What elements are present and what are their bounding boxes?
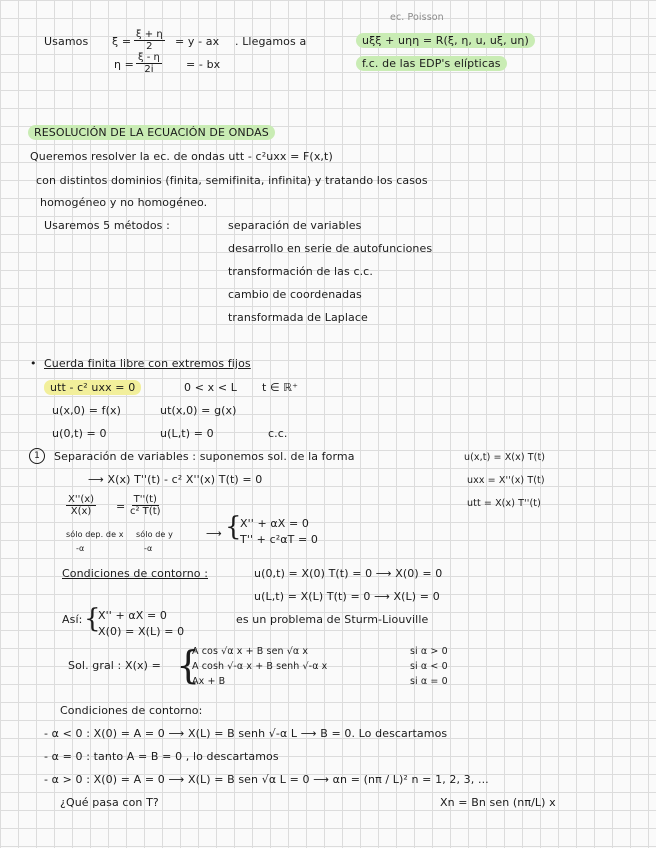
boundary-conditions-label-2: Condiciones de contorno: [60,704,203,717]
eta-fraction [136,52,162,75]
eta-label: η = [114,58,134,71]
left-denominator: X(x) [70,506,92,517]
general-solution-label: Sol. gral : X(x) = [68,659,161,672]
equals-sign: = [116,500,126,513]
slp-equation: X'' + αX = 0 [98,609,167,622]
canonical-equation: uξξ + uηη = R(ξ, η, u, uξ, uη) [356,33,535,48]
corner-note: ec. Poisson [390,12,444,23]
under-left-note: sólo dep. de x [66,530,124,539]
solution-zero: Ax + B [192,676,226,687]
sturm-liouville-note: es un problema de Sturm-Liouville [236,613,429,626]
section-title: RESOLUCIÓN DE LA ECUACIÓN DE ONDAS [28,125,275,140]
solution-brace: { [176,643,201,687]
minus-alpha-left: -α [76,544,85,553]
right-fraction [128,494,163,517]
separation-intro: Separación de variables : suponemos sol. de la forma [54,450,355,463]
condition-negative: si α < 0 [410,661,448,672]
usamos-label: Usamos [44,35,89,48]
canonical-description: f.c. de las EDP's elípticas [356,56,507,71]
system-brace: { [225,512,242,542]
substituted-equation: ⟶ X(x) T''(t) - c² X''(x) T(t) = 0 [88,473,263,486]
llegamos-text: . Llegamos a [235,35,307,48]
intro-line-2: con distintos dominios (finita, semifinita, infinita) y tratando los casos [36,174,428,187]
case-zero: - α = 0 : tanto A = B = 0 , lo descartamos [44,750,279,763]
minus-alpha-right: -α [144,544,153,553]
right-denominator: c² T(t) [130,506,161,517]
condition-zero: si α = 0 [410,676,448,687]
case-negative: - α < 0 : X(0) = A = 0 ⟶ X(L) = B senh √-α L ⟶ B = 0. Lo descartamos [44,727,448,740]
boundary-condition-1: u(0,t) = 0 [52,427,107,440]
problem-title: Cuerda finita libre con extremos fijos [44,357,251,370]
slp-brace: { [84,604,101,634]
bullet: • [30,357,37,370]
intro-line-3: homogéneo y no homogéneo. [40,196,208,209]
intro-line-1: Queremos resolver la ec. de ondas utt - c²uxx = F(x,t) [30,150,333,163]
domain-x: 0 < x < L [184,381,237,394]
solution-negative: A cosh √-α x + B senh √-α x [192,661,328,672]
xi-label: ξ = [112,35,132,48]
method-item: desarrollo en serie de autofunciones [228,242,433,255]
asi-label: Así: [62,613,83,626]
question-t: ¿Qué pasa con T? [60,796,159,809]
domain-t: t ∈ ℝ⁺ [262,381,299,394]
solution-positive: A cos √α x + B sen √α x [192,646,309,657]
utt-derivative: utt = X(x) T''(t) [467,498,541,509]
method-item: separación de variables [228,219,362,232]
method-item: cambio de coordenadas [228,288,362,301]
eigenfunction: Xn = Bn sen (nπ/L) x [440,796,556,809]
methods-intro: Usaremos 5 métodos : [44,219,170,232]
spatial-ode: X'' + αX = 0 [240,517,309,530]
initial-condition-2: ut(x,0) = g(x) [160,404,237,417]
eta-rhs: = - bx [186,58,221,71]
slp-boundary: X(0) = X(L) = 0 [98,625,185,638]
boundary-derivation-1: u(0,t) = X(0) T(t) = 0 ⟶ X(0) = 0 [254,567,443,580]
method-item: transformación de las c.c. [228,265,373,278]
wave-pde: utt - c² uxx = 0 [44,380,141,395]
boundary-condition-2: u(L,t) = 0 [160,427,214,440]
condition-positive: si α > 0 [410,646,448,657]
xi-denominator: 2 [146,41,153,52]
case-positive: - α > 0 : X(0) = A = 0 ⟶ X(L) = B sen √α L = 0 ⟶ αn = (nπ / L)² n = 1, 2, 3, ... [44,773,489,786]
under-right-note: sólo de y [136,530,173,539]
implies-arrow: ⟶ [206,527,222,540]
uxx-derivative: uxx = X''(x) T(t) [467,475,545,486]
temporal-ode: T'' + c²αT = 0 [240,533,319,546]
bc-label: c.c. [268,427,288,440]
left-numerator: X''(x) [68,494,95,505]
boundary-derivation-2: u(L,t) = X(L) T(t) = 0 ⟶ X(L) = 0 [254,590,440,603]
eta-denominator: 2i [144,64,154,75]
left-fraction [66,494,96,517]
xi-rhs: = y - ax [175,35,220,48]
step-number-1: 1 [29,448,45,464]
boundary-conditions-label: Condiciones de contorno : [62,567,208,580]
method-item: transformada de Laplace [228,311,368,324]
xi-numerator: ξ + η [136,29,163,40]
initial-condition-1: u(x,0) = f(x) [52,404,122,417]
right-numerator: T''(t) [133,494,157,505]
eta-numerator: ξ - η [138,52,160,63]
xi-fraction [134,29,165,52]
ansatz: u(x,t) = X(x) T(t) [464,452,546,463]
